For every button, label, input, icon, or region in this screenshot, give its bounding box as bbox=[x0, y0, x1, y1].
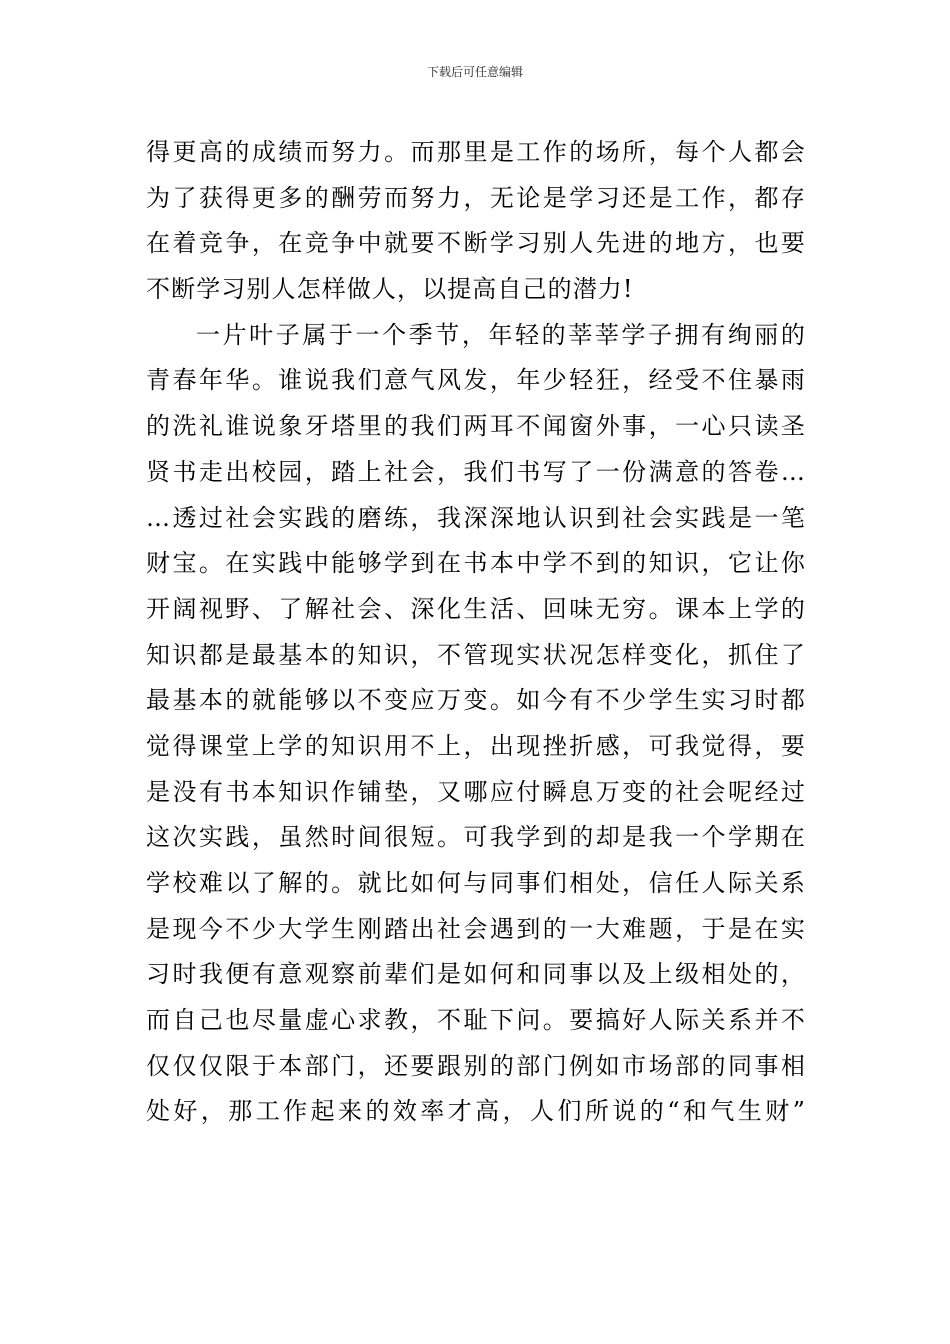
text-line: 知识都是最基本的知识，不管现实状况怎样变化，抓住了 bbox=[146, 640, 806, 669]
text-line: 贤书走出校园，踏上社会，我们书写了一份满意的答卷… bbox=[146, 457, 806, 486]
page-header: 下载后可任意编辑 bbox=[426, 65, 523, 79]
text-line: 财宝。在实践中能够学到在书本中学不到的知识，它让你 bbox=[146, 549, 806, 578]
text-line: 不断学习别人怎样做人，以提高自己的潜力! bbox=[146, 275, 634, 304]
text-line: 仅仅仅限于本部门，还要跟别的部门例如市场部的同事相 bbox=[146, 1051, 806, 1080]
text-line: 处好，那工作起来的效率才高，人们所说的“和气生财” bbox=[146, 1097, 806, 1126]
text-line: 学校难以了解的。就比如何与同事们相处，信任人际关系 bbox=[146, 869, 806, 897]
text-line: 一片叶子属于一个季节，年轻的莘莘学子拥有绚丽的 bbox=[196, 320, 806, 349]
text-line: 青春年华。谁说我们意气风发，年少轻狂，经受不住暴雨 bbox=[146, 366, 806, 395]
text-line: 得更高的成绩而努力。而那里是工作的场所，每个人都会 bbox=[146, 138, 806, 166]
text-line: 而自己也尽量虚心求教，不耻下问。要搞好人际关系并不 bbox=[146, 1006, 806, 1035]
paragraph bbox=[146, 130, 806, 313]
text-line: 是没有书本知识作铺垫，又哪应付瞬息万变的社会呢经过 bbox=[146, 777, 806, 806]
text-line: 开阔视野、了解社会、深化生活、回味无穷。课本上学的 bbox=[146, 594, 806, 623]
text-line: 的洗礼谁说象牙塔里的我们两耳不闻窗外事，一心只读圣 bbox=[146, 412, 806, 441]
document-body bbox=[146, 130, 806, 1135]
paragraph bbox=[146, 313, 806, 1135]
text-line: 最基本的就能够以不变应万变。如今有不少学生实习时都 bbox=[146, 686, 806, 715]
text-line: …透过社会实践的磨练，我深深地认识到社会实践是一笔 bbox=[146, 503, 806, 532]
text-line: 是现今不少大学生刚踏出社会遇到的一大难题，于是在实 bbox=[146, 914, 806, 943]
text-line: 为了获得更多的酬劳而努力，无论是学习还是工作，都存 bbox=[146, 183, 806, 212]
text-line: 习时我便有意观察前辈们是如何和同事以及上级相处的， bbox=[146, 960, 806, 989]
text-line: 在着竞争，在竞争中就要不断学习别人先进的地方，也要 bbox=[146, 229, 806, 258]
text-line: 觉得课堂上学的知识用不上，出现挫折感，可我觉得，要 bbox=[146, 731, 806, 760]
text-line: 这次实践，虽然时间很短。可我学到的却是我一个学期在 bbox=[146, 823, 806, 852]
